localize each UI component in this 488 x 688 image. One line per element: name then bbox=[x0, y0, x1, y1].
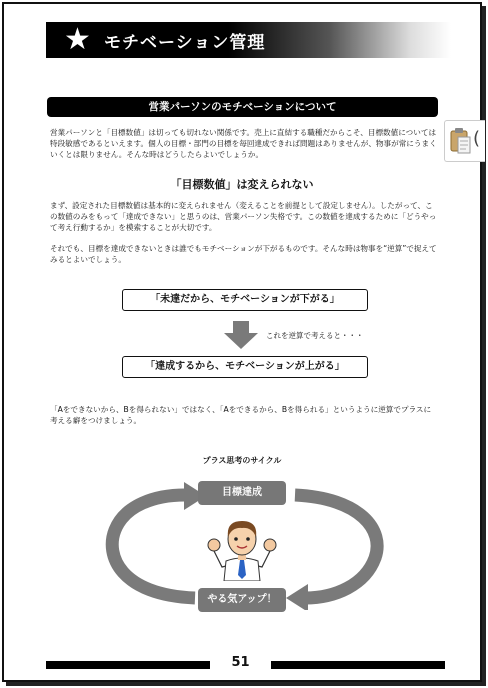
section-heading: 営業パーソンのモチベーションについて bbox=[47, 97, 438, 117]
clipboard-paste-tab[interactable] bbox=[444, 120, 485, 162]
negative-statement-box: 「未達だから、モチベーションが下がる」 bbox=[122, 289, 368, 311]
positive-statement-box: 「達成するから、モチベーションが上がる」 bbox=[122, 356, 368, 378]
motivation-up-label: やる気アップ！ bbox=[198, 588, 286, 612]
cheering-businessman-illustration bbox=[206, 515, 278, 581]
intro-paragraph: 営業パーソンと「目標数値」は切っても切れない関係です。売上に直結する職種だからこそ、目標数値については特段敏感であるといえます。個人の目標・部門の目標を毎回達成できれば問題はありませんが、物事が常にうまくいくとは限りません。そんな時はどうしたらよいでしょうか。 bbox=[50, 128, 437, 159]
star-icon: ★ bbox=[64, 22, 91, 57]
paste-options-glyph: ( bbox=[473, 128, 481, 149]
arrow-note: これを逆算で考えると・・・ bbox=[266, 331, 364, 340]
page-header bbox=[46, 22, 451, 58]
cycle-title: プラス思考のサイクル bbox=[202, 456, 282, 465]
page-number: 51 bbox=[231, 655, 250, 670]
body-paragraph-2: それでも、目標を達成できないときは誰でもモチベーションが下がるものです。そんな時は物事を“逆算”で捉えてみるとよいでしょう。 bbox=[50, 244, 437, 264]
conclusion-paragraph: 「Aをできないから、Bを得られない」ではなく、「Aをできるから、Bを得られる」というように逆算でプラスに考える癖をつけましょう。 bbox=[50, 405, 432, 425]
footer-rule-left bbox=[46, 661, 210, 669]
page-title: モチベーション管理 bbox=[104, 33, 266, 53]
footer-rule-right bbox=[271, 661, 445, 669]
arrow-down-icon bbox=[224, 321, 258, 349]
goal-achieved-label: 目標達成 bbox=[198, 481, 286, 505]
clipboard-icon bbox=[449, 127, 473, 155]
subheading: 「目標数値」は変えられない bbox=[170, 178, 314, 191]
body-paragraph-1: まず、設定された目標数値は基本的に変えられません（変えることを前提として設定しません）。したがって、この数値のみをもって「達成できない」と思うのは、営業パーソン失格です。この数値を達成するために「どうやって考え行動するか」を模索することが大切です。 bbox=[50, 201, 437, 232]
